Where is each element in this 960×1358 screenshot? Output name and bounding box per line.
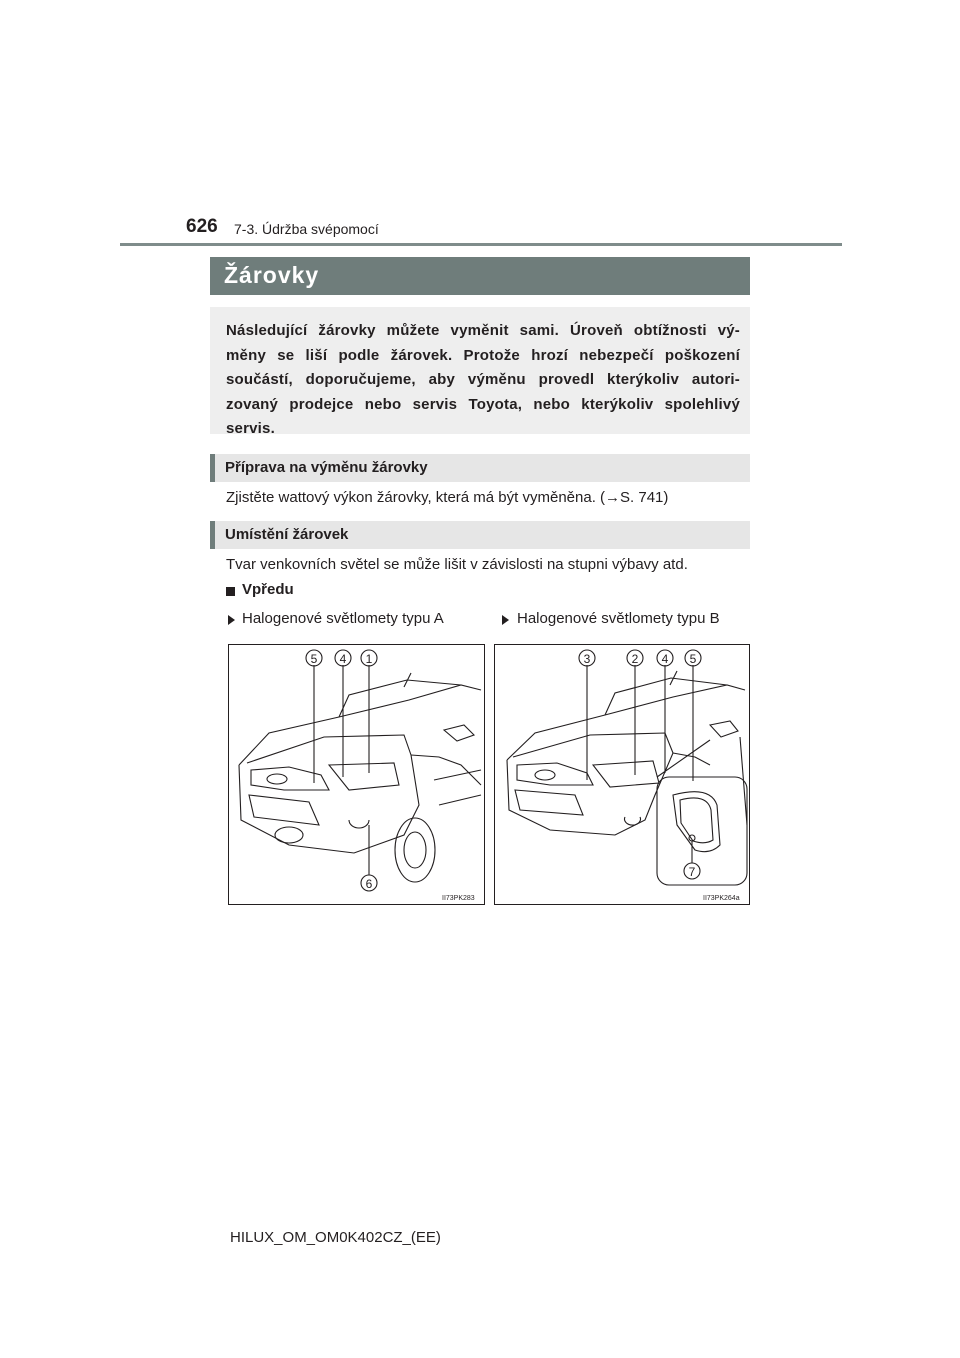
callout-number: 7 bbox=[688, 865, 696, 879]
type-b-label: Halogenové světlomety typu B bbox=[517, 610, 720, 627]
intro-line: měny se liší podle žárovek. Protože hrozí nebezpečí poškození bbox=[226, 346, 740, 364]
callout-number: 6 bbox=[365, 877, 373, 891]
header-divider bbox=[120, 243, 842, 246]
triangle-bullet-icon bbox=[228, 615, 235, 625]
truck-illustration-a bbox=[229, 645, 486, 906]
square-bullet-icon bbox=[226, 587, 235, 596]
preparation-heading: Příprava na výměnu žárovky bbox=[210, 454, 750, 482]
triangle-bullet-icon bbox=[502, 615, 509, 625]
figure-code: II73PK283 bbox=[442, 895, 475, 902]
front-label: Vpředu bbox=[242, 581, 294, 598]
intro-line: servis. bbox=[226, 420, 275, 437]
figure-type-a bbox=[228, 644, 485, 905]
callout-number: 3 bbox=[583, 652, 591, 666]
location-heading: Umístění žárovek bbox=[210, 521, 750, 549]
truck-illustration-b bbox=[495, 645, 751, 906]
callout-number: 5 bbox=[689, 652, 697, 666]
intro-box bbox=[210, 307, 750, 437]
callout-number: 4 bbox=[661, 652, 669, 666]
callout-number: 2 bbox=[631, 652, 639, 666]
callout-number: 5 bbox=[310, 652, 318, 666]
figure-code: II73PK264a bbox=[703, 895, 740, 902]
type-a-label: Halogenové světlomety typu A bbox=[242, 610, 444, 627]
location-text: Tvar venkovních světel se může lišit v závislosti na stupni výbavy atd. bbox=[226, 556, 688, 573]
intro-line: zovaný prodejce nebo servis Toyota, nebo kterýkoliv spolehlivý bbox=[226, 395, 740, 413]
figure-type-b bbox=[494, 644, 750, 905]
intro-line: Následující žárovky můžete vyměnit sami. Úroveň obtížnosti vý- bbox=[226, 322, 740, 339]
page-title: Žárovky bbox=[210, 257, 750, 295]
callout-number: 4 bbox=[339, 652, 347, 666]
document-footer: HILUX_OM_OM0K402CZ_(EE) bbox=[230, 1229, 441, 1246]
callout-number: 1 bbox=[365, 652, 373, 666]
section-title: 7-3. Údržba svépomocí bbox=[234, 221, 379, 237]
page-number: 626 bbox=[186, 216, 218, 237]
preparation-text: Zjistěte wattový výkon žárovky, která má být vyměněna. (→S. 741) bbox=[226, 489, 669, 506]
intro-line: součástí, doporučujeme, aby výměnu provedl kterýkoliv autori- bbox=[226, 371, 740, 388]
